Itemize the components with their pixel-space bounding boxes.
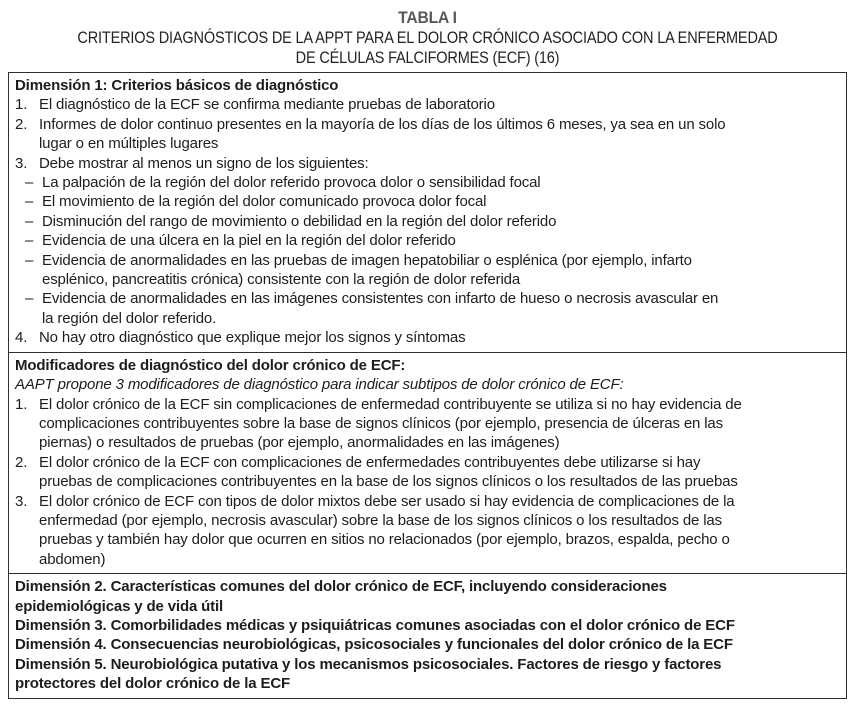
table-row: [15, 328, 838, 347]
dash-bullet-marker: –: [25, 193, 34, 211]
row-text: Modificadores de diagnóstico del dolor crónico de ECF:: [15, 356, 406, 374]
list-number-marker: 4.: [15, 329, 28, 347]
row-text: enfermedad (por ejemplo, necrosis avascular) sobre la base de los signos clínicos o los resultados de las: [39, 511, 722, 529]
table-row: [15, 511, 838, 530]
table-row: [15, 616, 838, 635]
row-text: Disminución del rango de movimiento o debilidad en la región del dolor referido: [42, 212, 557, 230]
table-row: [15, 530, 838, 549]
list-number-marker: 2.: [15, 115, 28, 133]
table-row: [15, 173, 838, 192]
row-text: El dolor crónico de ECF con tipos de dolor mixtos debe ser usado si hay evidencia de complicaciones de la: [39, 492, 735, 510]
table-row: [15, 655, 838, 674]
list-number-marker: 3.: [15, 154, 28, 172]
row-text: protectores del dolor crónico de la ECF: [15, 675, 291, 693]
row-text: Dimensión 4. Consecuencias neurobiológicas, psicosociales y funcionales del dolor crónico de la ECF: [15, 636, 733, 654]
dash-bullet-marker: –: [25, 174, 34, 192]
table-row: [15, 577, 838, 596]
table-number: TABLA I: [398, 8, 457, 27]
row-text: complicaciones contribuyentes sobre la base de signos clínicos (por ejemplo, presencia de úlceras en las: [39, 414, 723, 432]
table-row: [15, 95, 838, 114]
table-row: [15, 375, 838, 394]
table-row: [15, 231, 838, 250]
dash-bullet-marker: –: [25, 212, 34, 230]
section-modificadores-diagnostico: [9, 352, 846, 573]
row-text: lugar o en múltiples lugares: [39, 135, 219, 153]
row-text: Dimensión 5. Neurobiológica putativa y los mecanismos psicosociales. Factores de riesgo y factores: [15, 655, 722, 673]
table-row: [15, 635, 838, 654]
section-dimension-1-criterios-basicos: [9, 73, 846, 352]
row-text: Informes de dolor continuo presentes en la mayoría de los días de los últimos 6 meses, ya sea en un solo: [39, 115, 726, 133]
list-number-marker: 3.: [15, 492, 28, 510]
table-row: [15, 597, 838, 616]
table-row: [15, 76, 838, 95]
table-row: [15, 395, 838, 414]
table-row: [15, 289, 838, 308]
table-row: [15, 492, 838, 511]
row-text: epidemiológicas y de vida útil: [15, 597, 224, 615]
table-row: [15, 472, 838, 491]
dash-bullet-marker: –: [25, 232, 34, 250]
table-caption-line-1: CRITERIOS DIAGNÓSTICOS DE LA APPT PARA EL DOLOR CRÓNICO ASOCIADO CON LA ENFERMEDAD: [77, 29, 778, 47]
table-row: [15, 115, 838, 134]
row-text: Evidencia de anormalidades en las imágenes consistentes con infarto de hueso o necrosis avascular en: [42, 290, 719, 308]
row-text: El movimiento de la región del dolor comunicado provoca dolor focal: [42, 193, 487, 211]
table-title-block: [0, 0, 855, 68]
row-text: No hay otro diagnóstico que explique mejor los signos y síntomas: [39, 329, 466, 347]
table-row: [15, 270, 838, 289]
row-text: piernas) o resultados de pruebas (por ejemplo, anormalidades en las imágenes): [39, 434, 560, 452]
row-text: Dimensión 2. Características comunes del dolor crónico de ECF, incluyendo consideraciones: [15, 578, 667, 596]
table-row: [15, 192, 838, 211]
list-number-marker: 1.: [15, 96, 28, 114]
table-row: [15, 212, 838, 231]
row-text: Dimensión 1: Criterios básicos de diagnóstico: [15, 77, 339, 94]
row-text: Evidencia de una úlcera en la piel en la región del dolor referido: [42, 232, 456, 250]
row-text: AAPT propone 3 modificadores de diagnóstico para indicar subtipos de dolor crónico de ECF:: [15, 376, 624, 394]
dash-bullet-marker: –: [25, 290, 34, 308]
table-row: [15, 309, 838, 328]
table-row: [15, 154, 838, 173]
row-text: Debe mostrar al menos un signo de los siguientes:: [39, 154, 369, 172]
row-text: abdomen): [39, 550, 106, 568]
row-text: El diagnóstico de la ECF se confirma mediante pruebas de laboratorio: [39, 96, 495, 114]
table-row: [15, 550, 838, 569]
table-row: [15, 251, 838, 270]
list-number-marker: 1.: [15, 395, 28, 413]
criteria-table: [8, 72, 847, 699]
row-text: El dolor crónico de la ECF sin complicaciones de enfermedad contribuyente se utiliza si no hay evidencia de: [39, 395, 742, 413]
table-row: [15, 414, 838, 433]
row-text: La palpación de la región del dolor referido provoca dolor o sensibilidad focal: [42, 174, 541, 192]
dash-bullet-marker: –: [25, 251, 34, 269]
row-text: pruebas de complicaciones contribuyentes en la base de los signos clínicos o los resultados de las pruebas: [39, 473, 738, 491]
row-text: esplénico, pancreatitis crónica) consistente con la región de dolor referida: [42, 271, 521, 289]
row-text: la región del dolor referido.: [42, 309, 217, 327]
row-text: Evidencia de anormalidades en las pruebas de imagen hepatobiliar o esplénica (por ejemplo, infarto: [42, 251, 692, 269]
table-row: [15, 134, 838, 153]
section-dimensiones-2-5: [9, 573, 846, 697]
list-number-marker: 2.: [15, 453, 28, 471]
table-caption-line-2: DE CÉLULAS FALCIFORMES (ECF) (16): [295, 49, 560, 67]
row-text: pruebas y también hay dolor que ocurren en sitios no relacionados (por ejemplo, brazos, espalda, pecho o: [39, 531, 730, 549]
table-row: [15, 433, 838, 452]
row-text: El dolor crónico de la ECF con complicaciones de enfermedades contribuyentes debe utilizarse si hay: [39, 453, 701, 471]
table-row: [15, 674, 838, 693]
row-text: Dimensión 3. Comorbilidades médicas y psiquiátricas comunes asociadas con el dolor crónico de ECF: [15, 616, 735, 634]
table-row: [15, 356, 838, 375]
table-row: [15, 453, 838, 472]
